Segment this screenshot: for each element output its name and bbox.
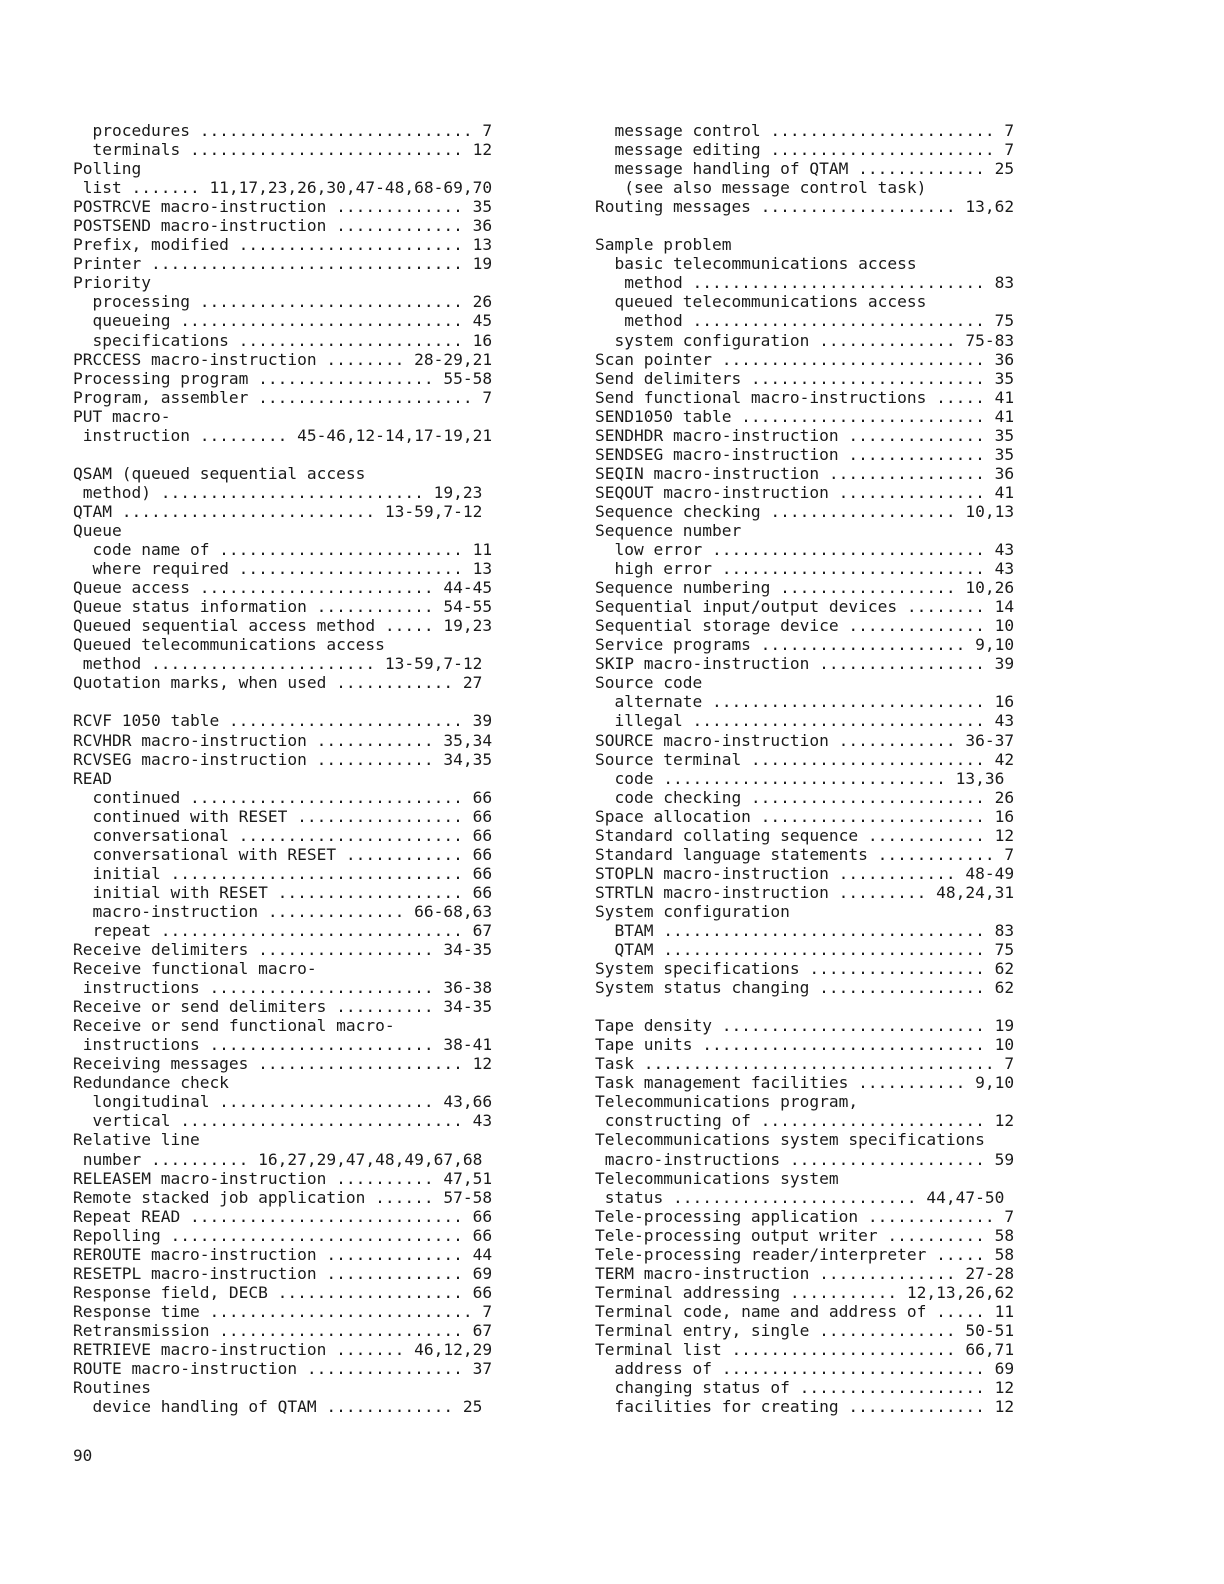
index-entry: Terminal addressing ........... 12,13,26,62 <box>595 1282 1015 1302</box>
index-entry: Service programs ..................... 9,10 <box>595 635 1015 655</box>
index-entry: method) ........................... 19,23 <box>73 482 483 502</box>
index-entry: Sequential storage device .............. 10 <box>595 616 1015 636</box>
index-entry: Response field, DECB ................... 66 <box>73 1282 493 1302</box>
index-entry: REROUTE macro-instruction .............. 44 <box>73 1244 493 1264</box>
index-entry: vertical ............................. 43 <box>73 1111 493 1131</box>
index-entry: Sequential input/output devices ........ 14 <box>595 597 1015 617</box>
index-entry: terminals ............................ 12 <box>73 140 493 160</box>
index-entry: SEQIN macro-instruction ................ 36 <box>595 463 1015 483</box>
index-entry: Tele-processing output writer .......... 58 <box>595 1225 1015 1245</box>
index-entry: initial with RESET ................... 66 <box>73 882 493 902</box>
index-entry: illegal .............................. 43 <box>595 711 1015 731</box>
index-entry: ROUTE macro-instruction ................ 37 <box>73 1359 493 1379</box>
index-entry: Scan pointer ........................... 36 <box>595 349 1015 369</box>
index-entry: Repeat READ ............................ 66 <box>73 1206 493 1226</box>
index-entry: Receive or send delimiters .......... 34-35 <box>73 997 493 1017</box>
index-entry: Tele-processing application ............. 7 <box>595 1206 1015 1226</box>
index-entry: changing status of ................... 12 <box>595 1378 1015 1398</box>
index-entry: System status changing ................. 62 <box>595 978 1015 998</box>
index-entry: instructions ....................... 36-38 <box>73 978 493 998</box>
index-entry: Queue <box>73 520 122 540</box>
index-entry: Receive functional macro- <box>73 959 317 979</box>
index-entry: RETRIEVE macro-instruction ....... 46,12,29 <box>73 1340 493 1359</box>
index-entry <box>73 692 568 711</box>
index-entry: low error ............................ 43 <box>595 540 1015 560</box>
index-entry: Repolling .............................. 66 <box>73 1225 493 1245</box>
index-entry: Queue access ........................ 44-45 <box>73 578 493 598</box>
index-entry: continued with RESET ................. 66 <box>73 806 493 826</box>
index-entry: processing ........................... 26 <box>73 292 493 312</box>
index-entry: SOURCE macro-instruction ............ 36-37 <box>595 730 1015 750</box>
index-entry: procedures ............................ 7 <box>73 121 493 140</box>
index-entry: longitudinal ...................... 43,66 <box>73 1092 493 1112</box>
index-entry: Routing messages .................... 13,62 <box>595 197 1015 217</box>
index-entry <box>595 997 1090 1016</box>
index-entry: Send delimiters ........................ 35 <box>595 368 1015 388</box>
index-entry: message control ....................... 7 <box>595 121 1015 140</box>
index-entry: facilities for creating .............. 12 <box>595 1397 1015 1417</box>
index-entry: Tele-processing reader/interpreter ..... 58 <box>595 1244 1015 1264</box>
index-entry: PRCCESS macro-instruction ........ 28-29,21 <box>73 349 493 369</box>
index-entry: Redundance check <box>73 1073 229 1093</box>
index-entry: Queued sequential access method ..... 19,23 <box>73 616 493 636</box>
index-entry: Terminal list ....................... 66,71 <box>595 1340 1015 1359</box>
index-entry: Sequence checking ................... 10,13 <box>595 501 1015 521</box>
index-entry: STOPLN macro-instruction ............ 48-49 <box>595 863 1015 883</box>
index-entry: Priority <box>73 273 151 293</box>
index-entry <box>73 445 568 464</box>
index-entry: SEND1050 table ......................... 41 <box>595 406 1015 426</box>
index-entry: RCVSEG macro-instruction ............ 34,35 <box>73 749 493 769</box>
index-entry: PUT macro- <box>73 406 171 426</box>
page-number: 90 <box>73 1446 93 1465</box>
index-entry: Receive delimiters .................. 34-35 <box>73 940 493 960</box>
index-entry: QTAM .......................... 13-59,7-12 <box>73 501 483 521</box>
index-entry: Printer ................................ 19 <box>73 254 493 274</box>
index-entry: Tape units ............................. 10 <box>595 1035 1015 1055</box>
index-entry: Sample problem <box>595 235 732 255</box>
index-entry: status ......................... 44,47-50 <box>595 1187 1005 1207</box>
index-entry: TERM macro-instruction .............. 27-28 <box>595 1263 1015 1283</box>
index-entry: high error ........................... 43 <box>595 559 1015 579</box>
index-entry: RESETPL macro-instruction .............. 69 <box>73 1263 493 1283</box>
index-entry: macro-instruction .............. 66-68,63 <box>73 901 493 921</box>
index-entry: SENDSEG macro-instruction .............. 35 <box>595 444 1015 464</box>
index-entry: code ............................. 13,36 <box>595 768 1005 788</box>
index-entry: constructing of ....................... 12 <box>595 1111 1015 1131</box>
index-entry: code name of ......................... 11 <box>73 540 493 560</box>
index-entry: macro-instructions .................... 59 <box>595 1149 1015 1169</box>
index-entry: Relative line <box>73 1130 200 1150</box>
index-entry: Source terminal ........................ 42 <box>595 749 1015 769</box>
index-entry: Send functional macro-instructions ..... 41 <box>595 387 1015 407</box>
index-entry: SEQOUT macro-instruction ............... 41 <box>595 482 1015 502</box>
index-entry: method ....................... 13-59,7-12 <box>73 654 483 674</box>
index-entry: QSAM (queued sequential access <box>73 463 366 483</box>
index-entry: list ....... 11,17,23,26,30,47-48,68-69,70 <box>73 178 493 198</box>
index-entry: queued telecommunications access <box>595 292 927 312</box>
index-entry: Task .................................... 7 <box>595 1054 1015 1074</box>
index-entry: Source code <box>595 673 703 693</box>
index-entry: basic telecommunications access <box>595 254 917 274</box>
index-entry: Telecommunications system specifications <box>595 1130 985 1150</box>
index-entry: code checking ........................ 26 <box>595 787 1015 807</box>
index-entry: Quotation marks, when used ............ 27 <box>73 673 483 693</box>
index-entry: Queue status information ............ 54-55 <box>73 597 493 617</box>
index-entry: specifications ....................... 16 <box>73 330 493 350</box>
index-entry: system configuration .............. 75-83 <box>595 330 1015 350</box>
index-entry: POSTRCVE macro-instruction ............. 35 <box>73 197 493 217</box>
index-entry: RCVF 1050 table ........................ 39 <box>73 711 493 731</box>
index-entry: System configuration <box>595 901 790 921</box>
index-entry: message editing ....................... 7 <box>595 140 1015 160</box>
index-entry: where required ....................... 13 <box>73 559 493 579</box>
index-entry: Queued telecommunications access <box>73 635 385 655</box>
index-entry: alternate ............................ 16 <box>595 692 1015 712</box>
index-entry: device handling of QTAM ............. 25 <box>73 1397 483 1417</box>
index-entry: QTAM ................................. 75 <box>595 940 1015 960</box>
index-entry: Tape density ........................... 19 <box>595 1016 1015 1036</box>
index-entry: Processing program .................. 55-58 <box>73 368 493 388</box>
index-right-column <box>595 121 1090 1416</box>
index-entry: SENDHDR macro-instruction .............. 35 <box>595 425 1015 445</box>
index-entry: READ <box>73 768 112 788</box>
index-entry: Task management facilities ........... 9,10 <box>595 1073 1015 1093</box>
index-entry: RCVHDR macro-instruction ............ 35,34 <box>73 730 493 750</box>
index-entry: SKIP macro-instruction ................. 39 <box>595 654 1015 674</box>
index-entry: RELEASEM macro-instruction .......... 47,51 <box>73 1168 493 1188</box>
index-entry: Remote stacked job application ...... 57-58 <box>73 1187 493 1207</box>
index-entry: method .............................. 83 <box>595 273 1015 293</box>
index-entry: instructions ....................... 38-41 <box>73 1035 493 1055</box>
index-entry: address of ........................... 69 <box>595 1359 1015 1379</box>
index-entry: conversational with RESET ............ 66 <box>73 844 493 864</box>
index-entry: Polling <box>73 159 142 179</box>
index-entry: Response time ........................... 7 <box>73 1301 493 1321</box>
index-entry: Sequence numbering .................. 10,26 <box>595 578 1015 598</box>
index-entry: Telecommunications system <box>595 1168 839 1188</box>
index-entry <box>595 216 1090 235</box>
index-left-column <box>73 121 568 1416</box>
index-entry: repeat ............................... 67 <box>73 920 493 940</box>
index-entry: (see also message control task) <box>595 178 927 198</box>
index-entry: Standard collating sequence ............ 12 <box>595 825 1015 845</box>
index-entry: Space allocation ....................... 16 <box>595 806 1015 826</box>
index-entry: instruction ......... 45-46,12-14,17-19,21 <box>73 425 493 445</box>
index-entry: Retransmission ......................... 67 <box>73 1320 493 1340</box>
index-entry: BTAM ................................. 83 <box>595 920 1015 940</box>
index-entry: Prefix, modified ....................... 13 <box>73 235 493 255</box>
index-entry: Program, assembler ...................... 7 <box>73 387 493 407</box>
index-entry: POSTSEND macro-instruction ............. 36 <box>73 216 493 236</box>
index-entry: Receiving messages ..................... 12 <box>73 1054 493 1074</box>
index-entry: number .......... 16,27,29,47,48,49,67,68 <box>73 1149 483 1169</box>
index-entry: queueing ............................. 45 <box>73 311 493 331</box>
index-entry: initial .............................. 66 <box>73 863 493 883</box>
index-entry: System specifications .................. 62 <box>595 959 1015 979</box>
index-entry: Receive or send functional macro- <box>73 1016 395 1036</box>
index-entry: message handling of QTAM ............. 25 <box>595 159 1015 179</box>
index-entry: STRTLN macro-instruction ......... 48,24,31 <box>595 882 1015 902</box>
index-entry: Sequence number <box>595 520 742 540</box>
index-entry: conversational ....................... 66 <box>73 825 493 845</box>
index-entry: continued ............................ 66 <box>73 787 493 807</box>
index-entry: Standard language statements ............ 7 <box>595 844 1015 864</box>
index-entry: method .............................. 75 <box>595 311 1015 331</box>
index-entry: Telecommunications program, <box>595 1092 859 1112</box>
index-entry: Routines <box>73 1378 151 1398</box>
index-entry: Terminal code, name and address of ..... 11 <box>595 1301 1015 1321</box>
index-entry: Terminal entry, single .............. 50-51 <box>595 1320 1015 1340</box>
